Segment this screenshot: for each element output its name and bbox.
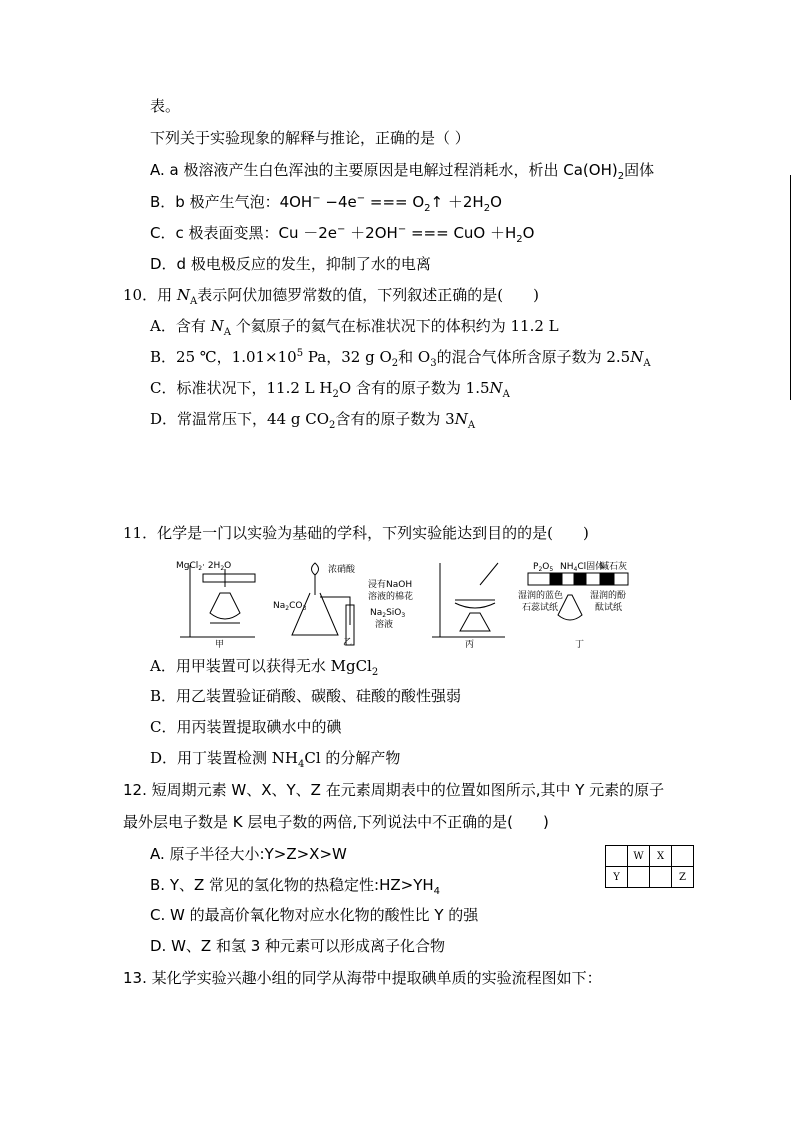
table-cell bbox=[672, 846, 694, 867]
table-cell bbox=[606, 846, 628, 867]
label-jia: 甲 bbox=[215, 640, 225, 650]
table-row bbox=[606, 846, 694, 867]
periodic-table-fragment bbox=[605, 845, 694, 888]
label-bing: 丙 bbox=[465, 640, 475, 650]
q11-option-b: B．用乙装置验证硝酸、碳酸、硅酸的酸性强弱 bbox=[150, 687, 462, 705]
label-naoh-cotton-1: 浸有NaOH bbox=[368, 580, 413, 590]
label-soda-lime: 碱石灰 bbox=[600, 562, 628, 572]
apparatus-figure bbox=[170, 555, 630, 650]
q12-option-d: D. W、Z 和氢 3 种元素可以形成离子化合物 bbox=[150, 937, 446, 955]
label-blue-litmus-1: 湿润的蓝色 bbox=[518, 591, 564, 601]
label-p2o5: $P_2O_5$ bbox=[533, 562, 554, 573]
q10-option-a: A．含有 $N_A$ 个氦原子的氦气在标准状况下的体积约为 11.2 L bbox=[150, 317, 559, 338]
table-cell bbox=[650, 867, 672, 888]
table-row bbox=[606, 867, 694, 888]
q12-option-c: C. W 的最高价氧化物对应水化物的酸性比 Y 的强 bbox=[150, 906, 479, 924]
label-nh4cl-solid: $NH_4Cl$固体 bbox=[560, 562, 605, 573]
label-phenolphthalein-1: 湿润的酚 bbox=[590, 591, 627, 601]
label-naoh-cotton-2: 溶液的棉花 bbox=[368, 592, 414, 602]
q12-stem-line1: 12. 短周期元素 W、X、Y、Z 在元素周期表中的位置如图所示,其中 Y 元素的原子 bbox=[123, 781, 665, 799]
table-cell bbox=[628, 867, 650, 888]
table-cell: W bbox=[628, 846, 650, 867]
label-na2co3: $Na_2CO_3$ bbox=[273, 601, 307, 612]
q12-option-b: B. Y、Z 常见的氢化物的热稳定性$:HZ>YH_4$ bbox=[150, 876, 441, 897]
label-blue-litmus-2: 石蕊试纸 bbox=[522, 603, 559, 613]
q11-stem: 11．化学是一门以实验为基础的学科，下列实验能达到目的的是( ) bbox=[123, 524, 589, 542]
label-na2sio3: $Na_2SiO_3$ bbox=[370, 608, 406, 619]
label-solution: 溶液 bbox=[375, 620, 394, 630]
q10-option-d: D．常温常压下，44 g $CO_2$含有的原子数为 $3N_A$ bbox=[150, 410, 476, 431]
q10-stem: 10．用 $N_A$表示阿伏加德罗常数的值，下列叙述正确的是( ) bbox=[123, 286, 539, 307]
q11-option-d: D．用丁装置检测 $NH_4Cl$ 的分解产物 bbox=[150, 749, 401, 770]
text-line: 表。 bbox=[150, 97, 181, 115]
q9-option-d: D．d 极电极反应的发生，抑制了水的电离 bbox=[150, 255, 431, 273]
q12-option-a: A. 原子半径大小:Y>Z>X>W bbox=[150, 845, 347, 863]
margin-rule bbox=[790, 175, 791, 400]
label-yi: 乙 bbox=[343, 638, 353, 648]
q10-option-c: C．标准状况下，11.2 L $H_2O$ 含有的原子数为 $1.5N_A$ bbox=[150, 379, 510, 400]
label-phenolphthalein-2: 酞试纸 bbox=[595, 603, 623, 613]
label-ding: 丁 bbox=[575, 640, 585, 650]
q11-option-c: C．用丙装置提取碘水中的碘 bbox=[150, 718, 342, 736]
label-concentrated-nitric-acid: 浓硝酸 bbox=[328, 565, 356, 575]
table-cell: X bbox=[650, 846, 672, 867]
q9-option-a: A. a 极溶液产生白色浑浊的主要原因是电解过程消耗水，析出 $Ca(OH)_2$固体 bbox=[150, 161, 655, 182]
q9-option-b: B．b 极产生气泡：4OH− −4e− === $O_2↑ +2H_2O$ bbox=[150, 193, 502, 214]
q12-stem-line2: 最外层电子数是 K 层电子数的两倍,下列说法中不正确的是( ) bbox=[123, 813, 549, 831]
table-cell: Y bbox=[606, 867, 628, 888]
q9-option-c: C．c 极表面变黑：Cu －2e− ＋2OH− === CuO $+H_2O$ bbox=[150, 224, 535, 245]
label-mgcl2: MgCl$_2$· $2H_2O$ bbox=[176, 561, 232, 572]
table-cell: Z bbox=[672, 867, 694, 888]
q9-stem: 下列关于实验现象的解释与推论，正确的是（ ） bbox=[150, 129, 470, 147]
q11-option-a: A．用甲装置可以获得无水 MgCl$_2$ bbox=[150, 657, 379, 678]
q10-option-b: B．25 ℃，$1.01\times 10^5$ Pa，32 g $O_2$和 $O_3$的混合气体所含原子数为 $2.5N_A$ bbox=[150, 348, 651, 369]
q13-stem: 13. 某化学实验兴趣小组的同学从海带中提取碘单质的实验流程图如下： bbox=[123, 969, 602, 987]
